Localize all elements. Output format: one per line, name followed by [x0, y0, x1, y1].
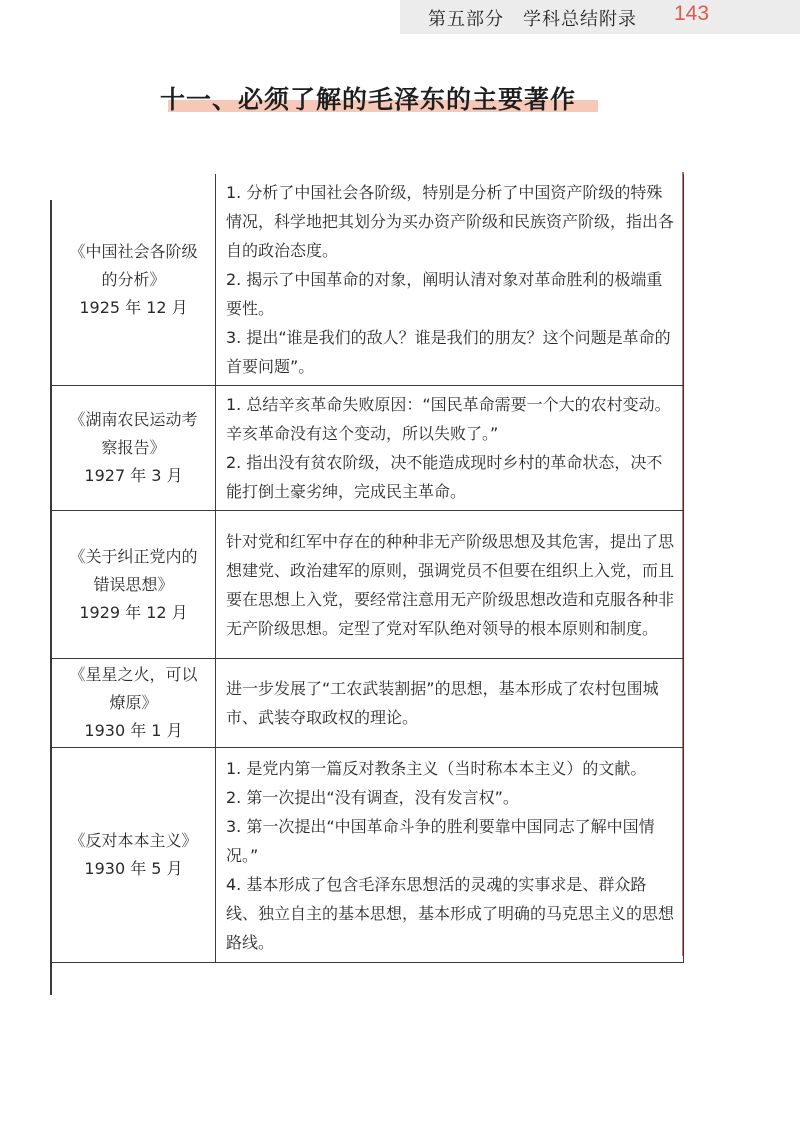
work-cell: [52, 174, 216, 386]
content-point: 1. 是党内第一篇反对教条主义（当时称本本主义）的文献。: [226, 758, 647, 778]
work-date: 1925 年 12 月: [79, 297, 188, 317]
table-row: [52, 386, 684, 511]
header-section-title: 第五部分 学科总结附录: [428, 9, 637, 30]
content-cell: [216, 386, 684, 511]
content-point: 4. 基本形成了包含毛泽东思想活的灵魂的实事求是、群众路线、独立自主的基本思想，基本形成了明确的马克思主义的思想路线。: [226, 874, 675, 952]
content-point: 3. 第一次提出“中国革命斗争的胜利要靠中国同志了解中国情况。”: [226, 816, 655, 865]
content-point: 1. 总结辛亥革命失败原因：“国民革命需要一个大的农村变动。辛亥革命没有这个变动，所以失败了。”: [226, 395, 671, 443]
table-row: [52, 748, 684, 963]
work-title: 《关于纠正党内的错误思想》: [69, 546, 198, 594]
work-title: 《星星之火，可以燎原》: [69, 665, 198, 712]
content-point: 针对党和红军中存在的种种非无产阶级思想及其危害，提出了思想建党、政治建军的原则，强调党员不但要在组织上入党，而且要在思想上入党，要经常注意用无产阶级思想改造和克服各种非无产阶级思想。定型了党对军队绝对领导的根本原则和制度。: [226, 531, 675, 638]
page-number: 143: [674, 2, 710, 25]
work-date: 1927 年 3 月: [84, 466, 183, 485]
work-cell: [52, 386, 216, 511]
content-point: 进一步发展了“工农武装割据”的思想，基本形成了农村包围城市、武装夺取政权的理论。: [226, 679, 659, 727]
work-title: 《反对本本主义》: [69, 831, 198, 850]
table-row: [52, 511, 684, 659]
content-point: 2. 第一次提出“没有调查，没有发言权”。: [226, 787, 519, 807]
page-title: 十一、必须了解的毛泽东的主要著作: [160, 85, 577, 114]
works-table: [52, 174, 684, 963]
content-point: 3. 提出“谁是我们的敌人？谁是我们的朋友？这个问题是革命的首要问题”。: [226, 328, 671, 376]
work-title: 《中国社会各阶级的分析》: [69, 241, 198, 289]
work-date: 1929 年 12 月: [79, 602, 188, 622]
content-cell: [216, 511, 684, 659]
work-title: 《湖南农民运动考察报告》: [69, 410, 198, 457]
table-row: [52, 659, 684, 748]
work-date: 1930 年 1 月: [84, 721, 183, 740]
work-date: 1930 年 5 月: [84, 859, 183, 878]
table-row: [52, 174, 684, 386]
content-point: 2. 揭示了中国革命的对象，阐明认清对象对革命胜利的极端重要性。: [226, 270, 663, 318]
content-cell: [216, 748, 684, 963]
content-cell: [216, 659, 684, 748]
content-point: 2. 指出没有贫农阶级，决不能造成现时乡村的革命状态，决不能打倒土豪劣绅，完成民主革命。: [226, 453, 663, 501]
work-cell: [52, 511, 216, 659]
content-point: 1. 分析了中国社会各阶级，特别是分析了中国资产阶级的特殊情况，科学地把其划分为买办资产阶级和民族资产阶级，指出各自的政治态度。: [226, 183, 675, 260]
work-cell: [52, 659, 216, 748]
work-cell: [52, 748, 216, 963]
content-cell: [216, 174, 684, 386]
